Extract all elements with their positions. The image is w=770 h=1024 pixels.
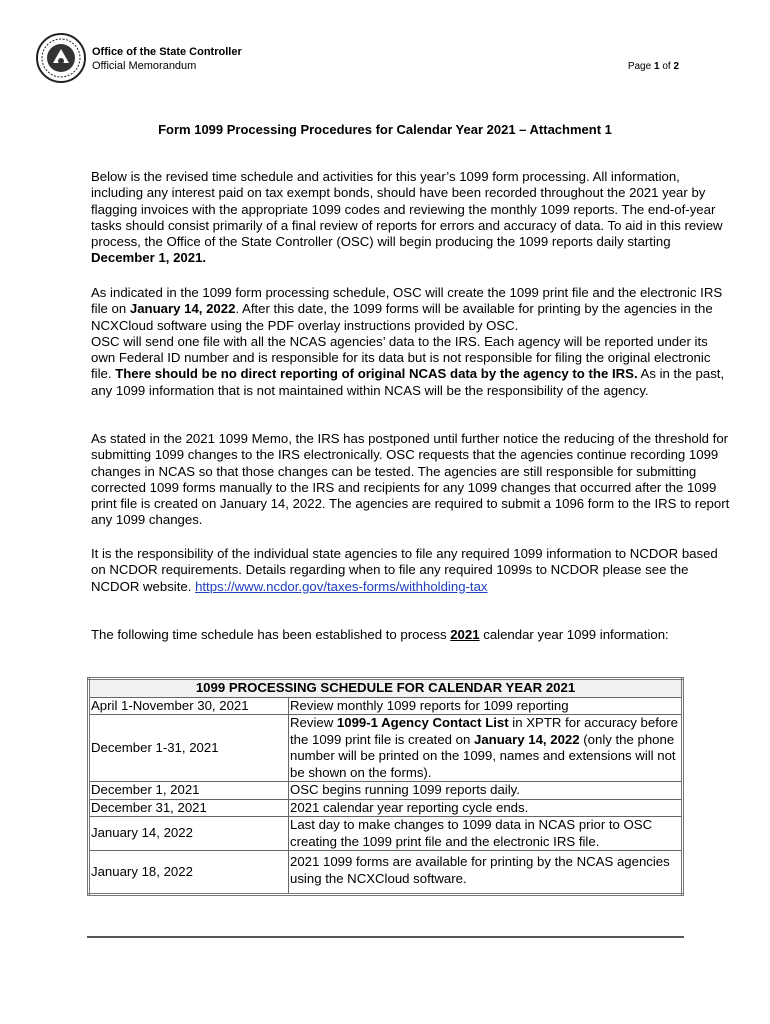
table-header-row	[89, 679, 683, 698]
paragraph-irs-changes: As stated in the 2021 1099 Memo, the IRS has postponed until further notice the reducing of the threshold for submitting 1099 changes to the IRS electronically. OSC requests that the agencies continue recording 1099 changes in NCAS so that those changes can be tested. The agencies are still responsible for submitting corrected 1099 forms manually to the IRS and recipients for any 1099 changes that occurred after the 1099 print file is created on January 14, 2022. The agencies are required to submit a 1096 form to the IRS to report any 1099 changes.	[91, 431, 730, 528]
schedule-date: April 1-November 30, 2021	[89, 697, 289, 715]
table-row	[89, 799, 683, 817]
table-row	[89, 782, 683, 800]
schedule-activity: Last day to make changes to 1099 data in NCAS prior to OSC creating the 1099 print file and the electronic IRS file.	[289, 817, 683, 851]
paragraph-ncdor: It is the responsibility of the individual state agencies to file any required 1099 information to NCDOR based on NCDOR requirements. Details regarding when to file any required 1099s to NCDOR please see the NCDOR website. https://www.ncdor.gov/taxes-forms/withholding-tax	[91, 546, 718, 594]
schedule-activity: Review monthly 1099 reports for 1099 reporting	[289, 697, 683, 715]
memo-type: Official Memorandum	[92, 60, 197, 72]
paragraph-intro: Below is the revised time schedule and activities for this year’s 1099 form processing. All information, including any interest paid on tax exempt bonds, should have been recorded throughout the 2021 year by flagging invoices with the appropriate 1099 codes and reviewing the monthly 1099 reports. The end-of-year tasks should consist primarily of a final review of reports for errors and accuracy of data. To aid in this review process, the Office of the State Controller (OSC) will begin producing the 1099 reports daily starting December 1, 2021.	[91, 169, 723, 266]
schedule-date: December 1-31, 2021	[89, 715, 289, 782]
document-title: Form 1099 Processing Procedures for Calendar Year 2021 – Attachment 1	[158, 122, 612, 137]
paragraph-print-file: As indicated in the 1099 form processing schedule, OSC will create the 1099 print file and the electronic IRS file on January 14, 2022. After this date, the 1099 forms will be available for printing by the agencies in the NCXCloud software using the PDF overlay instructions provided by OSC. OSC will send one file with all the NCAS agencies’ data to the IRS. Each agency will be reported under its own Federal ID number and is responsible for its data but is not responsible for filing the original electronic file. There should be no direct reporting of original NCAS data by the agency to the IRS. As in the past, any 1099 information that is not maintained within NCAS will be the responsibility of the agency.	[91, 285, 725, 398]
table-row	[89, 851, 683, 895]
table-row	[89, 697, 683, 715]
table-row	[89, 817, 683, 851]
schedule-date: January 14, 2022	[89, 817, 289, 851]
office-name: Office of the State Controller	[92, 46, 242, 58]
schedule-date: January 18, 2022	[89, 851, 289, 895]
paragraph-schedule-intro: The following time schedule has been established to process 2021 calendar year 1099 information:	[91, 627, 669, 642]
schedule-activity: 2021 calendar year reporting cycle ends.	[289, 799, 683, 817]
ncdor-link[interactable]: https://www.ncdor.gov/taxes-forms/withholding-tax	[195, 578, 488, 594]
schedule-activity: Review 1099-1 Agency Contact List in XPTR for accuracy before the 1099 print file is created on January 14, 2022 (only the phone number will be printed on the 1099, names and extensions will not be shown on the forms).	[289, 715, 683, 782]
schedule-date: December 1, 2021	[89, 782, 289, 800]
schedule-activity: OSC begins running 1099 reports daily.	[289, 782, 683, 800]
processing-schedule-table	[87, 677, 684, 896]
schedule-date: December 31, 2021	[89, 799, 289, 817]
footer-divider	[87, 936, 684, 938]
page-indicator: Page 1 of 2	[627, 61, 679, 72]
schedule-activity: 2021 1099 forms are available for printing by the NCAS agencies using the NCXCloud software.	[289, 851, 683, 895]
nc-state-seal-icon	[36, 33, 86, 83]
table-row	[89, 715, 683, 782]
table-heading: 1099 PROCESSING SCHEDULE FOR CALENDAR YEAR 2021	[89, 679, 683, 698]
